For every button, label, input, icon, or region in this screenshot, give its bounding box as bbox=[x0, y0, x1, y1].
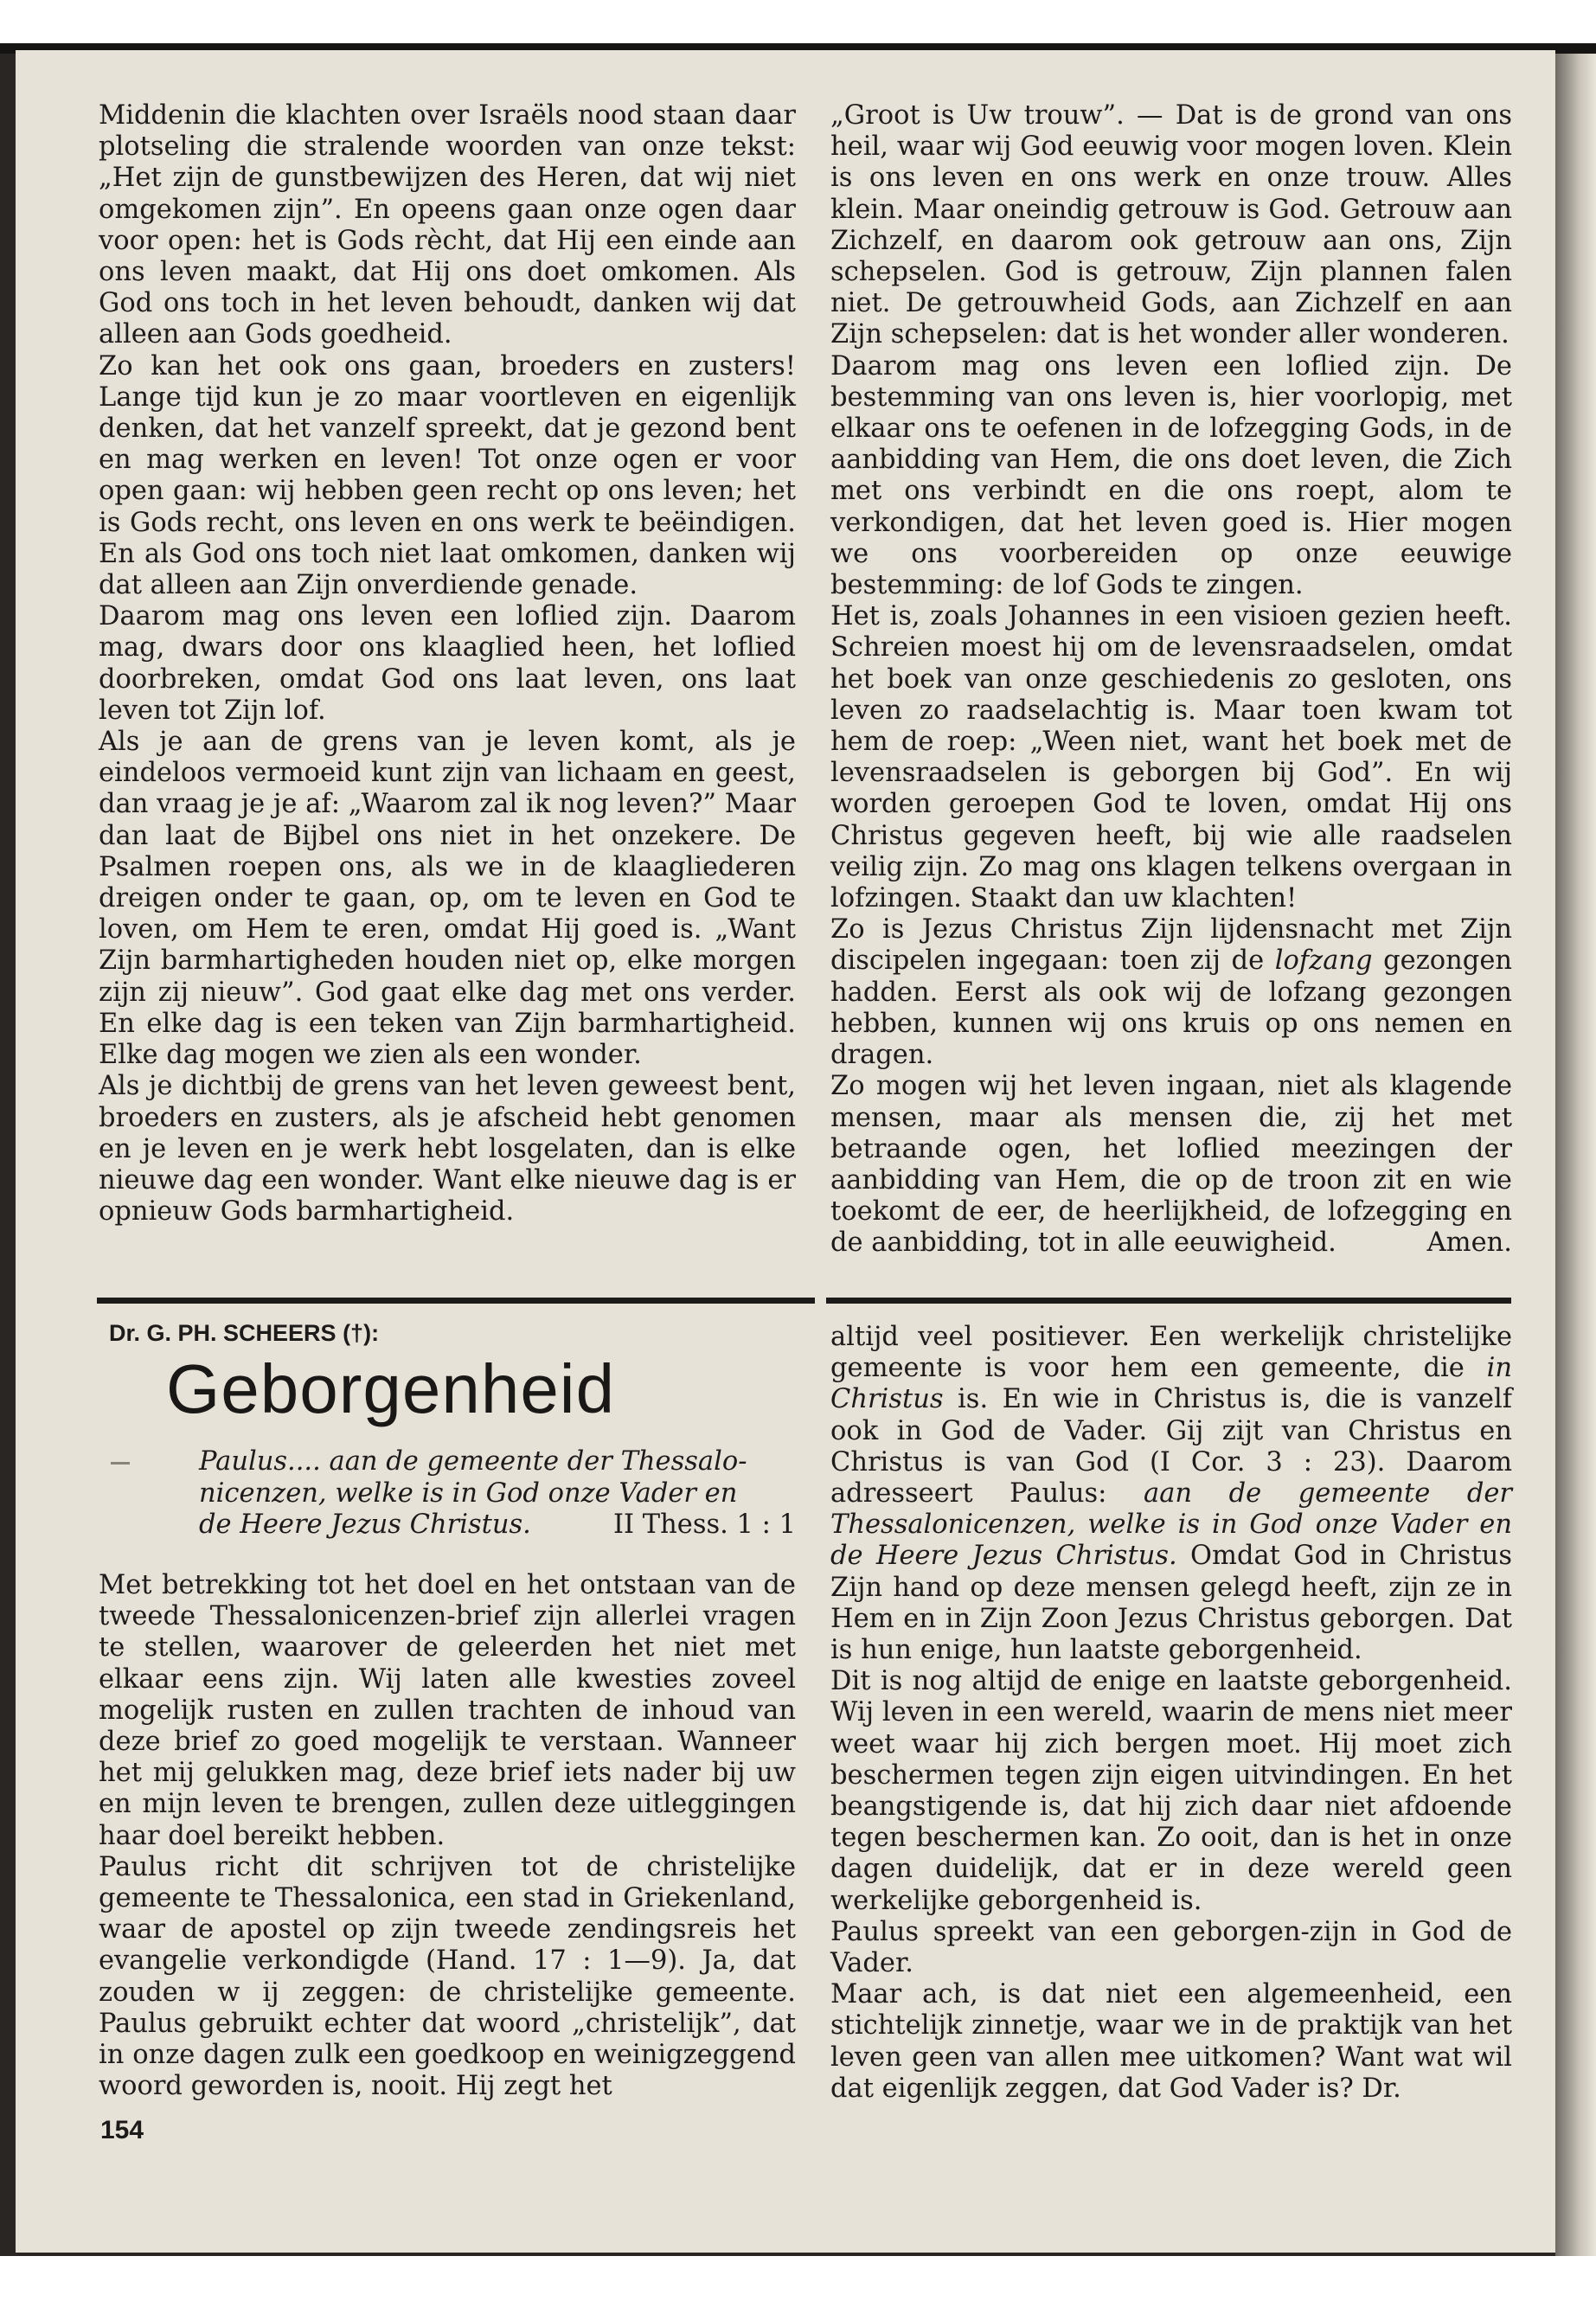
paragraph: Dit is nog altijd de enige en laatste geborgenheid. Wij leven in een wereld, waarin de mens niet meer weet waar hij zich bergen moet. Hij moet zich beschermen tegen zijn eigen uitvindingen. En het beangstigende is, dat hij zich daar niet afdoende tegen beschermen kan. Zo ooit, dan is het in onze dagen duidelijk, dat er in deze wereld geen werkelijke geborgenheid is. bbox=[830, 1666, 1512, 1916]
left-column-top bbox=[99, 100, 796, 1227]
scan-background-bottom bbox=[0, 2256, 1596, 2301]
paragraph: „Groot is Uw trouw”. — Dat is de grond van ons heil, waar wij God eeuwig voor mogen loven. Klein is ons leven en ons werk en onze trouw. Alles klein. Maar oneindig getrouw is God. Getrouw aan Zichzelf, en daarom ook getrouw aan ons, Zijn schepselen. God is getrouw, Zijn plannen falen niet. De getrouwheid Gods, aan Zichzelf en aan Zijn schepselen: dat is het wonder aller wonderen. bbox=[830, 100, 1512, 350]
paragraph: Daarom mag ons leven een loflied zijn. De bestemming van ons leven is, hier voorlopig, met elkaar ons te oefenen in de lofzegging Gods, in de aanbidding van Hem, die ons doet leven, die Zich met ons verbindt en die ons roept, alom te verkondigen, dat het leven goed is. Hier mogen we ons voorbereiden op onze eeuwige bestemming: de lof Gods te zingen. bbox=[830, 350, 1512, 601]
section-divider-left bbox=[97, 1298, 815, 1304]
paragraph: Met betrekking tot het doel en het ontstaan van de tweede Thessalonicenzen-brief zijn allerlei vragen te stellen, waarover de geleerden het niet met elkaar eens zijn. Wij laten alle kwesties zoveel mogelijk rusten en zullen trachten de inhoud van deze brief zo goed mogelijk te verstaan. Wanneer het mij gelukken mag, deze brief iets nader bij uw en mijn leven te brengen, zullen deze uitleggingen haar doel bereikt hebben. bbox=[99, 1570, 796, 1851]
text-run: altijd veel positiever. Een werkelijk christelijke gemeente is voor hem een gemeente, die bbox=[830, 1322, 1512, 1384]
paragraph bbox=[830, 914, 1512, 1071]
paragraph: Paulus spreekt van een geborgen-zijn in God de Vader. bbox=[830, 1916, 1512, 1979]
text-run: is. En wie in Christus is, die is vanzelf ook in God de Vader. Gij zijt van Christus en Christus is van God (I Cor. 3 : 23). Daarom adresseert Paulus: bbox=[830, 1384, 1512, 1509]
page-number: 154 bbox=[100, 2116, 144, 2144]
motto-line: nicenzen, welke is in God onze Vader en bbox=[199, 1477, 738, 1509]
paragraph: Als je dichtbij de grens van het leven geweest bent, broeders en zusters, als je afscheid hebt genomen en je leven en je werk hebt losgelaten, dan is elke nieuwe dag een wonder. Want elke nieuwe dag is er opnieuw Gods barmhartigheid. bbox=[99, 1071, 796, 1227]
paragraph: Zo kan het ook ons gaan, broeders en zusters! Lange tijd kun je zo maar voortleven en eigenlijk denken, dat het vanzelf spreekt, dat je gezond bent en mag werken en leven! Tot onze ogen er voor open gaan: wij hebben geen recht op ons leven; het is Gods recht, ons leven en ons werk te beëindigen. En als God ons toch niet laat omkomen, danken wij dat alleen aan Zijn onverdiende genade. bbox=[99, 350, 796, 601]
paragraph bbox=[830, 1322, 1512, 1666]
paragraph: Middenin die klachten over Israëls nood staan daar plotseling die stralende woorden van onze tekst: „Het zijn de gunstbewijzen des Heren, dat wij niet omgekomen zijn”. En opeens gaan onze ogen daar voor open: het is Gods rècht, dat Hij een einde aan ons leven maakt, dat Hij ons doet omkomen. Als God ons toch in het leven behoudt, danken wij dat alleen aan Gods goedheid. bbox=[99, 100, 796, 350]
right-column-top bbox=[830, 100, 1512, 1259]
text-run: Omdat God in Christus Zijn hand op deze mensen gelegd heeft, zijn ze in Hem en in Zijn Zoon Jezus Christus geborgen. Dat is hun enige, hun laatste geborgenheid. bbox=[830, 1541, 1513, 1666]
left-column-bottom bbox=[99, 1570, 796, 2102]
text-run: Zo mogen wij het leven ingaan, niet als klagende mensen, maar als mensen die, zij het met betraande ogen, het loflied meezingen der aanbidding van Hem, die op de troon zit en wie toekomt de eer, de heerlijkheid, de lofzegging en de aanbidding, tot in alle eeuwigheid. bbox=[830, 1071, 1512, 1259]
text-run: Zo is Jezus Christus Zijn lijdensnacht met Zijn discipelen ingegaan: toen zij de bbox=[830, 914, 1512, 977]
print-mark bbox=[111, 1462, 130, 1465]
closing-amen: Amen. bbox=[1426, 1227, 1512, 1259]
paragraph bbox=[830, 1071, 1512, 1259]
article-title: Geborgenheid bbox=[166, 1350, 616, 1427]
motto-line: Paulus.... aan de gemeente der Thessalo- bbox=[199, 1446, 747, 1477]
page-binding-edge bbox=[1555, 54, 1596, 2256]
paragraph: Paulus richt dit schrijven tot de christelijke gemeente te Thessalonica, een stad in Griekenland, waar de apostel op zijn tweede zendingsreis het evangelie verkondigde (Hand. 17 : 1—9). Ja, dat zouden w ij zeggen: de christelijke gemeente. Paulus gebruikt echter dat woord „christelijk”, dat in onze dagen zulk een goedkoop en weinigzeggend woord geworden is, nooit. Hij zegt het bbox=[99, 1851, 796, 2102]
paragraph: Het is, zoals Johannes in een visioen gezien heeft. Schreien moest hij om de levensraadselen, omdat het boek van onze geschiedenis zo gesloten, ons leven zo raadselachtig is. Maar toen kwam tot hem de roep: „Ween niet, want het boek met de levensraadselen is geborgen bij God”. En wij worden geroepen God te loven, omdat Hij ons Christus gegeven heeft, bij wie alle raadselen veilig zijn. Zo mag ons klagen telkens overgaan in lofzingen. Staakt dan uw klachten! bbox=[830, 601, 1512, 914]
emphasis: lofzang bbox=[1274, 945, 1373, 977]
paragraph: Maar ach, is dat niet een algemeenheid, een stichtelijk zinnetje, waar we in de praktijk van het leven geen van allen mee uitkomen? Want wat wil dat eigenlijk zeggen, dat God Vader is? Dr. bbox=[830, 1979, 1512, 2104]
article-author: Dr. G. PH. SCHEERS (†): bbox=[109, 1320, 380, 1346]
paragraph: Als je aan de grens van je leven komt, als je eindeloos vermoeid kunt zijn van lichaam en geest, dan vraag je je af: „Waarom zal ik nog leven?” Maar dan laat de Bijbel ons niet in het onzekere. De Psalmen roepen ons, als we in de klaagliederen dreigen onder te gaan, op, om te leven en God te loven, om Hem te eren, omdat Hij goed is. „Want Zijn barmhartigheden houden niet op, elke morgen zijn zij nieuw”. God gaat elke dag met ons verder. En elke dag is een teken van Zijn barmhartigheid. Elke dag mogen we zien als een wonder. bbox=[99, 727, 796, 1071]
text-run: gezongen hadden. Eerst als ook wij de lofzang gezongen hebben, kunnen wij ons kruis op ons nemen en dragen. bbox=[830, 945, 1513, 1071]
section-divider-right bbox=[826, 1298, 1511, 1304]
paragraph: Daarom mag ons leven een loflied zijn. Daarom mag, dwars door ons klaaglied heen, het loflied doorbreken, omdat God ons laat leven, ons laat leven tot Zijn lof. bbox=[99, 601, 796, 726]
right-column-bottom bbox=[830, 1322, 1512, 2105]
scripture-reference: II Thess. 1 : 1 bbox=[613, 1509, 796, 1540]
motto-line: de Heere Jezus Christus. bbox=[199, 1509, 531, 1540]
scripture-motto bbox=[199, 1446, 796, 1541]
motto-last-line bbox=[199, 1509, 796, 1541]
emphasis: in Christus bbox=[830, 1353, 1512, 1415]
emphasis: aan de gemeente der Thessalonicenzen, welke is in God onze Vader en de Heere Jezus Christus. bbox=[830, 1478, 1512, 1572]
